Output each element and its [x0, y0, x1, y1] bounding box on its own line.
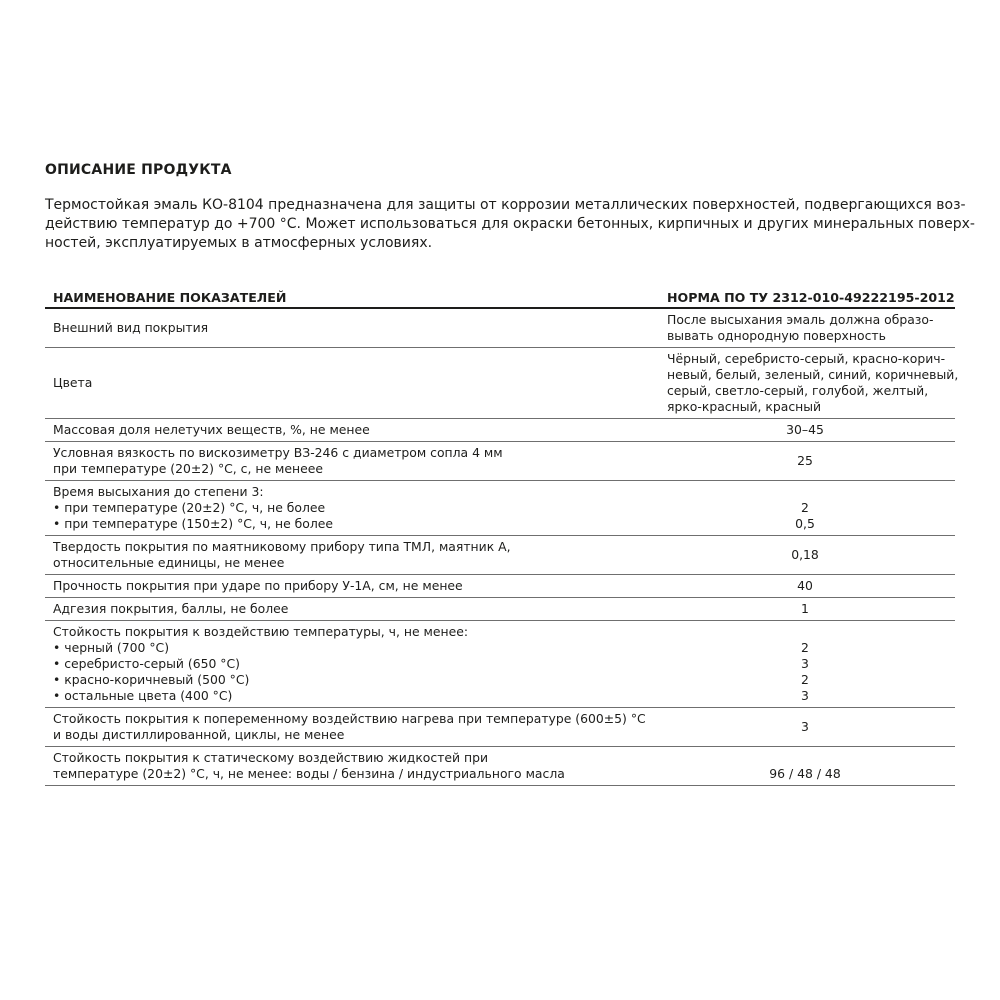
- param-name: [45, 442, 655, 481]
- param-name-line: Стойкость покрытия к попеременному воздействию нагрева при температуре (600±5) °С: [53, 711, 646, 726]
- description-line: действию температур до +700 °С. Может использоваться для окраски бетонных, кирпичных и других минеральных поверх-: [45, 216, 975, 232]
- param-value-line: ярко-красный, красный: [667, 399, 822, 414]
- param-name-line: относительные единицы, не менее: [53, 555, 285, 570]
- param-value-line: 30–45: [786, 422, 824, 437]
- param-name-line: • при температуре (150±2) °С, ч, не более: [53, 516, 334, 531]
- param-value-line: 0,5: [795, 516, 815, 531]
- param-value: [655, 598, 955, 621]
- table-row: [45, 419, 955, 442]
- param-name-line: Внешний вид покрытия: [53, 320, 209, 335]
- param-value-line: 2: [801, 500, 809, 515]
- table-row: [45, 442, 955, 481]
- param-value-line: После высыхания эмаль должна образо-: [667, 312, 934, 327]
- param-name-line: Время высыхания до степени 3:: [53, 484, 264, 499]
- param-value: [655, 442, 955, 481]
- param-name: [45, 621, 655, 708]
- table-row: [45, 747, 955, 786]
- param-value-line: 1: [801, 601, 809, 616]
- param-value-line: 0,18: [791, 547, 819, 562]
- param-value-line: вывать однородную поверхность: [667, 328, 886, 343]
- param-value: [655, 419, 955, 442]
- param-name-line: при температуре (20±2) °С, с, не менеее: [53, 461, 323, 476]
- param-name-line: • черный (700 °С): [53, 640, 170, 655]
- param-value-line: 2: [801, 640, 809, 655]
- param-name-line: Адгезия покрытия, баллы, не более: [53, 601, 289, 616]
- param-value: [655, 575, 955, 598]
- table-row: [45, 348, 955, 419]
- table-row: [45, 621, 955, 708]
- table-row: [45, 598, 955, 621]
- param-value: [655, 747, 955, 786]
- param-name-line: • серебристо-серый (650 °С): [53, 656, 240, 671]
- param-value: [655, 621, 955, 708]
- param-value: [655, 481, 955, 536]
- param-name-line: • при температуре (20±2) °С, ч, не более: [53, 500, 326, 515]
- param-value-line: 25: [797, 453, 813, 468]
- table-header-row: [45, 287, 955, 308]
- param-name: [45, 419, 655, 442]
- param-name-line: • красно-коричневый (500 °С): [53, 672, 250, 687]
- table-row: [45, 308, 955, 348]
- param-value-line: невый, белый, зеленый, синий, коричневый,: [667, 367, 959, 382]
- param-name-line: Прочность покрытия при ударе по прибору У-1А, см, не менее: [53, 578, 463, 593]
- description-line: ностей, эксплуатируемых в атмосферных условиях.: [45, 235, 433, 251]
- param-value-line: 3: [801, 656, 809, 671]
- param-value-line: серый, светло-серый, голубой, желтый,: [667, 383, 929, 398]
- param-name-line: Твердость покрытия по маятниковому прибору типа ТМЛ, маятник А,: [53, 539, 511, 554]
- param-value-line: Чёрный, серебристо-серый, красно-корич-: [667, 351, 946, 366]
- param-value: [655, 536, 955, 575]
- table-row: [45, 708, 955, 747]
- table-row: [45, 481, 955, 536]
- param-name: [45, 747, 655, 786]
- param-value: [655, 308, 955, 348]
- specs-table: [45, 287, 959, 786]
- description-line: Термостойкая эмаль КО-8104 предназначена для защиты от коррозии металлических поверхностей, подвергающихся воз-: [45, 197, 966, 213]
- param-value-line: 40: [797, 578, 813, 593]
- param-name: [45, 708, 655, 747]
- param-value-line: 3: [801, 719, 809, 734]
- column-header-norm: НОРМА ПО ТУ 2312-010-49222195-2012: [655, 287, 955, 308]
- param-name-line: и воды дистиллированной, циклы, не менее: [53, 727, 345, 742]
- param-name: [45, 348, 655, 419]
- param-name: [45, 481, 655, 536]
- param-name-line: Массовая доля нелетучих веществ, %, не менее: [53, 422, 370, 437]
- param-name: [45, 575, 655, 598]
- param-name-line: Условная вязкость по вискозиметру ВЗ-246 с диаметром сопла 4 мм: [53, 445, 503, 460]
- param-name-line: • остальные цвета (400 °С): [53, 688, 233, 703]
- param-name-line: Стойкость покрытия к воздействию температуры, ч, не менее:: [53, 624, 469, 639]
- param-value: [655, 708, 955, 747]
- param-name: [45, 598, 655, 621]
- table-row: [45, 575, 955, 598]
- table-row: [45, 536, 955, 575]
- param-value-line: 2: [801, 672, 809, 687]
- column-header-name: НАИМЕНОВАНИЕ ПОКАЗАТЕЛЕЙ: [45, 287, 655, 308]
- section-title: ОПИСАНИЕ ПРОДУКТА: [45, 162, 232, 178]
- param-name-line: Цвета: [53, 375, 93, 390]
- param-name: [45, 308, 655, 348]
- product-description: [45, 196, 975, 253]
- param-value-line: 3: [801, 688, 809, 703]
- param-value: [655, 348, 959, 419]
- param-name-line: Стойкость покрытия к статическому воздействию жидкостей при: [53, 750, 489, 765]
- param-name: [45, 536, 655, 575]
- param-name-line: температуре (20±2) °С, ч, не менее: воды / бензина / индустриального масла: [53, 766, 565, 781]
- param-value-line: 96 / 48 / 48: [769, 766, 841, 781]
